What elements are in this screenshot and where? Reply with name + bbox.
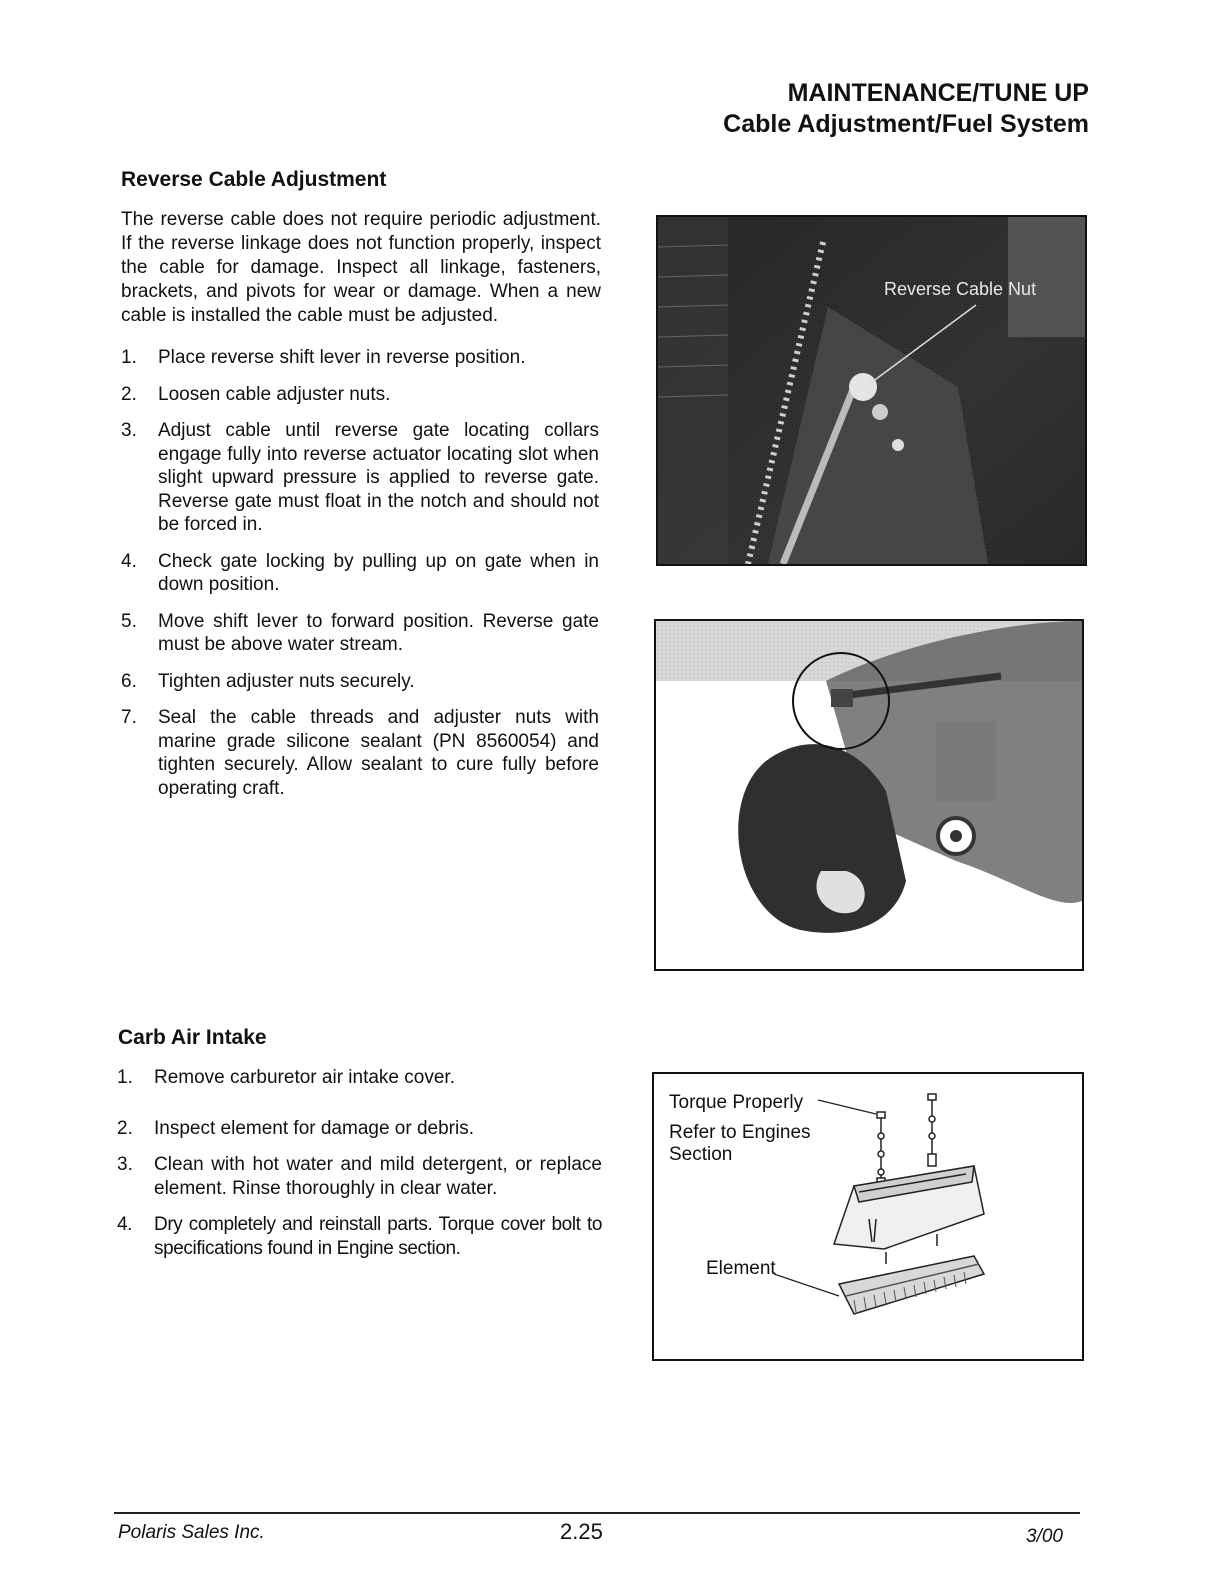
list-item: 7. Seal the cable threads and adjuster nuts with marine grade silicone sealant (PN 8560054) and tighten securely. Allow sealant to cure fully before operating craft.	[121, 707, 599, 799]
refer-to-engines-label: Refer to Engines	[669, 1122, 811, 1143]
page-header	[723, 78, 1089, 140]
header-subsection-title: Cable Adjustment/Fuel System	[723, 110, 1089, 138]
reverse-cable-steps	[121, 346, 599, 800]
footer-company: Polaris Sales Inc.	[118, 1522, 265, 1543]
list-item: 6. Tighten adjuster nuts securely.	[121, 670, 415, 692]
list-item: 5. Move shift lever to forward position. Reverse gate must be above water stream.	[121, 610, 599, 655]
page-number: 2.25	[560, 1519, 603, 1544]
carb-air-steps	[117, 1066, 602, 1260]
list-item: 3. Adjust cable until reverse gate locating collars engage fully into reverse actuator locating slot when slight upward pressure is applied to reverse gate. Reverse gate must float in the notch and should not be forced in.	[121, 420, 599, 535]
list-item: 4. Check gate locking by pulling up on gate when in down position.	[121, 550, 599, 595]
torque-properly-label: Torque Properly	[669, 1092, 804, 1113]
element-label: Element	[706, 1258, 776, 1279]
reverse-cable-heading: Reverse Cable Adjustment	[121, 168, 387, 191]
list-item: 1. Remove carburetor air intake cover.	[117, 1067, 455, 1088]
list-item: 1. Place reverse shift lever in reverse position.	[121, 347, 526, 368]
section-label: Section	[669, 1144, 733, 1165]
reverse-cable-intro: The reverse cable does not require periodic adjustment. If the reverse linkage does not function properly, inspect the cable for damage. Inspect all linkage, fasteners, brackets, and pivots for wear or damage. When a new cable is installed the cable must be adjusted.	[121, 209, 601, 326]
footer-date: 3/00	[1026, 1526, 1063, 1547]
list-item: 4. Dry completely and reinstall parts. Torque cover bolt to specifications found in Engine section.	[117, 1214, 602, 1259]
reverse-cable-nut-label: Reverse Cable Nut	[884, 279, 1037, 299]
list-item: 3. Clean with hot water and mild detergent, or replace element. Rinse thoroughly in clear water.	[117, 1154, 602, 1199]
reverse-gate-photo	[654, 619, 1084, 971]
header-section-title: MAINTENANCE/TUNE UP	[787, 79, 1089, 107]
air-intake-diagram	[652, 1072, 1084, 1361]
list-item: 2. Loosen cable adjuster nuts.	[121, 383, 391, 405]
carb-air-intake-heading: Carb Air Intake	[118, 1026, 267, 1049]
list-item: 2. Inspect element for damage or debris.	[117, 1117, 475, 1139]
footer-divider	[114, 1512, 1080, 1514]
reverse-cable-nut-photo	[656, 215, 1087, 566]
